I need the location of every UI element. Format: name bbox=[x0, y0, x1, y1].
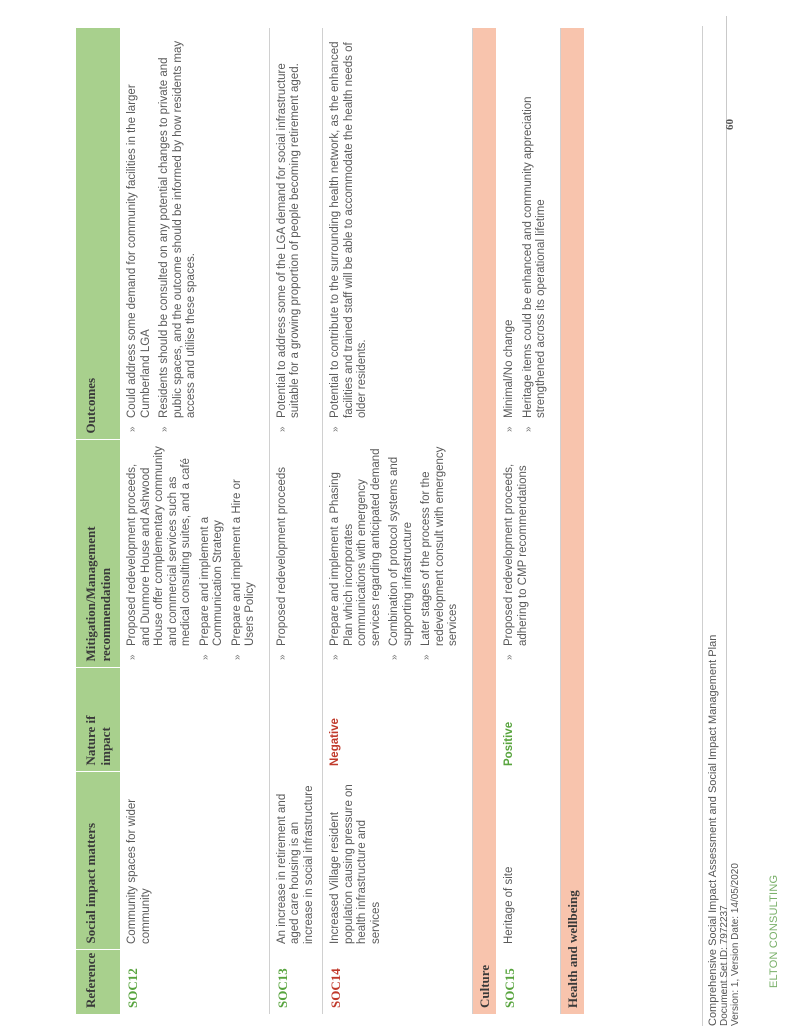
table-header-row bbox=[76, 28, 120, 1014]
nature-cell bbox=[269, 668, 323, 772]
nature-cell bbox=[120, 668, 269, 772]
nature-cell: Positive bbox=[497, 668, 561, 772]
col-nature: Nature if impact bbox=[76, 668, 120, 772]
table-row bbox=[323, 28, 473, 1014]
list-item: » Residents should be consulted on any potential changes to private and public spaces, and the outcome should be informed by how residents may access and utilise these spaces. bbox=[158, 40, 197, 432]
list-item: » Minimal/No change bbox=[503, 319, 515, 432]
list-item: » Potential to address some of the LGA demand for social infrastructure suitable for a growing proportion of people becoming retirement aged. bbox=[275, 63, 301, 432]
matter-cell: An increase in retirement and aged care housing is an increase in social infrastructure bbox=[269, 772, 323, 950]
bullet-icon: » bbox=[159, 426, 170, 432]
list-item: » Potential to contribute to the surrounding health network, as the enhanced facilities and trained staff will be able to accommodate the health needs of older residents. bbox=[329, 41, 368, 432]
col-mitigation: Mitigation/Management recommendation bbox=[76, 440, 120, 668]
col-outcomes: Outcomes bbox=[76, 28, 120, 440]
table-row bbox=[497, 28, 561, 1014]
mitigation-cell bbox=[323, 440, 473, 668]
list-item: » Prepare and implement a Phasing Plan which incorporates communications with emergency services regarding anticipated demand bbox=[329, 448, 382, 660]
bullet-icon: » bbox=[127, 426, 138, 432]
impact-table bbox=[76, 28, 585, 1015]
ref-cell: SOC13 bbox=[269, 950, 323, 1014]
footer-doc-id: Document Set ID: 7972237 bbox=[719, 905, 730, 1026]
list-item: » Prepare and implement a Communication Strategy bbox=[198, 516, 224, 660]
matter-cell: Heritage of site bbox=[497, 772, 561, 950]
list-item: » Proposed redevelopment proceeds, adhering to CMP recommendations bbox=[503, 463, 529, 660]
ref-cell: SOC14 bbox=[323, 950, 473, 1014]
list-item: » Proposed redevelopment proceeds, and Dunmore House and Ashwood House offer complementary community and commercial services such as medical consulting suites, and a café bbox=[126, 446, 192, 660]
bullet-icon: » bbox=[421, 654, 432, 660]
table-row bbox=[269, 28, 323, 1014]
footer-rule bbox=[702, 26, 703, 1026]
bullet-icon: » bbox=[389, 654, 400, 660]
section-label: Culture bbox=[472, 28, 497, 1014]
col-social-impact: Social impact matters bbox=[76, 772, 120, 950]
section-row-health bbox=[560, 28, 585, 1014]
section-label: Health and wellbeing bbox=[560, 28, 585, 1014]
outcomes-cell bbox=[323, 28, 473, 440]
list-item: » Prepare and implement a Hire or Users Policy bbox=[230, 479, 256, 660]
bullet-icon: » bbox=[199, 654, 211, 660]
nature-cell: Negative bbox=[323, 668, 473, 772]
list-item: » Proposed redevelopment proceeds bbox=[275, 466, 288, 660]
bullet-icon: » bbox=[276, 426, 288, 432]
bullet-icon: » bbox=[504, 654, 515, 660]
bullet-icon: » bbox=[231, 654, 243, 660]
bullet-icon: » bbox=[522, 426, 534, 432]
list-item: » Combination of protocol systems and supporting infrastructure bbox=[388, 456, 414, 660]
brand-label: ELTON CONSULTING bbox=[768, 874, 780, 988]
ref-cell: SOC15 bbox=[497, 950, 561, 1014]
col-reference: Reference bbox=[76, 950, 120, 1014]
mitigation-cell bbox=[120, 440, 269, 668]
table-row bbox=[120, 28, 269, 1014]
outcomes-cell bbox=[269, 28, 323, 440]
bullet-icon: » bbox=[330, 426, 341, 432]
ref-cell: SOC12 bbox=[120, 950, 269, 1014]
outcomes-cell bbox=[120, 28, 269, 440]
bullet-icon: » bbox=[504, 426, 515, 432]
list-item: » Heritage items could be enhanced and community appreciation strengthened across its operational lifetime bbox=[521, 96, 547, 432]
footer-title: Comprehensive Social Impact Assessment and Social Impact Management Plan bbox=[707, 634, 719, 1026]
matter-cell: Increased Village resident population causing pressure on health infrastructure and services bbox=[323, 772, 473, 950]
list-item: » Later stages of the process for the redevelopment consult with emergency services bbox=[420, 446, 459, 660]
outcomes-cell bbox=[497, 28, 561, 440]
page-number: 60 bbox=[724, 119, 736, 130]
bullet-icon: » bbox=[276, 654, 288, 660]
bullet-icon: » bbox=[330, 654, 341, 660]
footer bbox=[708, 635, 741, 1026]
matter-cell: Community spaces for wider community bbox=[120, 772, 269, 950]
mitigation-cell bbox=[497, 440, 561, 668]
section-row-culture bbox=[472, 28, 497, 1014]
list-item: » Could address some demand for community facilities in the larger Cumberland LGA bbox=[126, 84, 152, 432]
mitigation-cell bbox=[269, 440, 323, 668]
footer-version: Version: 1, Version Date: 14/05/2020 bbox=[730, 863, 741, 1026]
bullet-icon: » bbox=[127, 654, 138, 660]
